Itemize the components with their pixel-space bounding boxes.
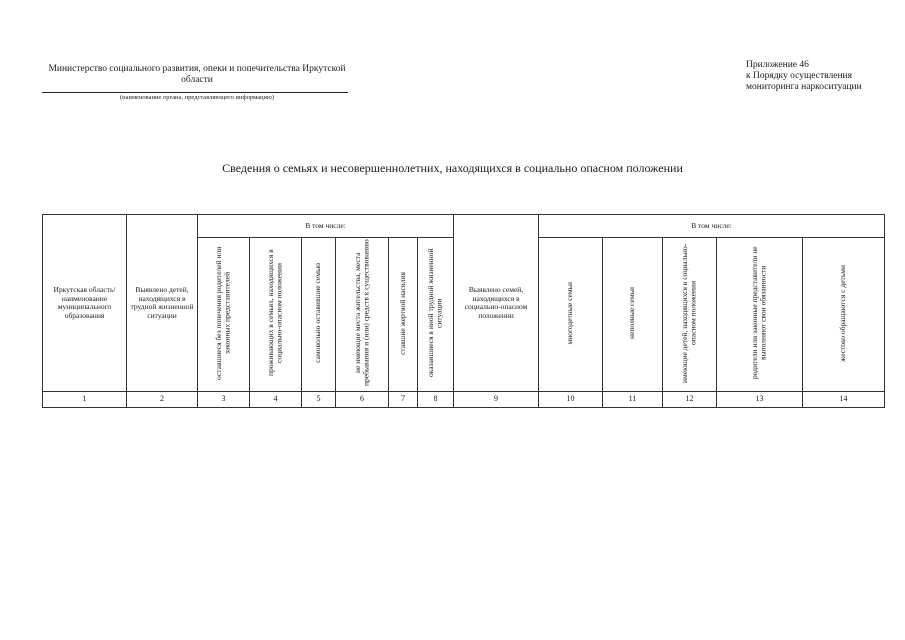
column-number: 1 (43, 392, 127, 408)
column-number: 8 (418, 392, 454, 408)
organization-name: Министерство социального развития, опеки и попечительства Иркутской области (48, 64, 346, 85)
column-number-row (43, 392, 885, 408)
header-families-sub-label: родители или законные представители не выполняют свои обязанности (750, 246, 768, 380)
header-families-sub-label: многодетные семьи (565, 281, 575, 345)
header-children-sub-label: самовольно оставившие семью (313, 263, 323, 364)
appendix-note (746, 60, 896, 93)
header-families-sub (539, 238, 603, 392)
column-number: 10 (539, 392, 603, 408)
header-families-sub (663, 238, 717, 392)
header-children-sub (389, 238, 418, 392)
column-number: 9 (454, 392, 539, 408)
column-number: 4 (250, 392, 302, 408)
header-children-sub-label: ставшие жертвой насилия (397, 271, 407, 355)
header-children-total: Выявлено детей, находящихся в трудной жизненной ситуации (127, 215, 198, 392)
header-children-sub (198, 238, 250, 392)
column-number: 13 (717, 392, 803, 408)
appendix-line-1: Приложение 46 (746, 60, 809, 70)
header-children-sub-label: проживающих в семьях, находящихся в социально-опасном положении (266, 249, 284, 377)
header-families-sub (717, 238, 803, 392)
column-number: 14 (803, 392, 885, 408)
report-table (42, 214, 885, 408)
header-children-sub (336, 238, 389, 392)
header-families-sub (603, 238, 663, 392)
appendix-line-2: к Порядку осуществления (746, 71, 852, 81)
organization-underline (42, 92, 348, 93)
header-children-sub-label: не имеющие места жительства, места пребывания и (или) средств к существованию (352, 239, 370, 387)
column-number: 7 (389, 392, 418, 408)
header-families-total: Выявлено семей, находящихся в социально-опасном положении (454, 215, 539, 392)
header-children-sub (302, 238, 336, 392)
appendix-line-3: мониторинга наркоситуации (746, 82, 862, 92)
document-title: Сведения о семьях и несовершеннолетних, находящихся в социально опасном положении (222, 161, 683, 175)
column-number: 2 (127, 392, 198, 408)
header-families-sub-label: неполные семьи (627, 287, 637, 340)
header-region: Иркутская область/ наименование муниципального образования (43, 215, 127, 392)
header-children-sub (418, 238, 454, 392)
column-number: 5 (302, 392, 336, 408)
column-number: 3 (198, 392, 250, 408)
header-children-sub-label: оказавшиеся в иной трудной жизненной ситуации (426, 248, 444, 378)
header-families-group: В том числе: (539, 215, 885, 238)
header-children-sub (250, 238, 302, 392)
header-children-group: В том числе: (198, 215, 454, 238)
header-families-sub-label: жестоко обращаются с детьми (838, 264, 848, 362)
header-families-sub-label: имеющие детей, находящихся в социально-опасном положении (680, 243, 698, 383)
column-number: 6 (336, 392, 389, 408)
header-families-sub (803, 238, 885, 392)
organization-caption: (наименование органа, представляющего информацию) (119, 94, 275, 101)
column-number: 12 (663, 392, 717, 408)
column-number: 11 (603, 392, 663, 408)
header-children-sub-label: оставшиеся без попечения родителей или законных представителей (214, 246, 232, 380)
